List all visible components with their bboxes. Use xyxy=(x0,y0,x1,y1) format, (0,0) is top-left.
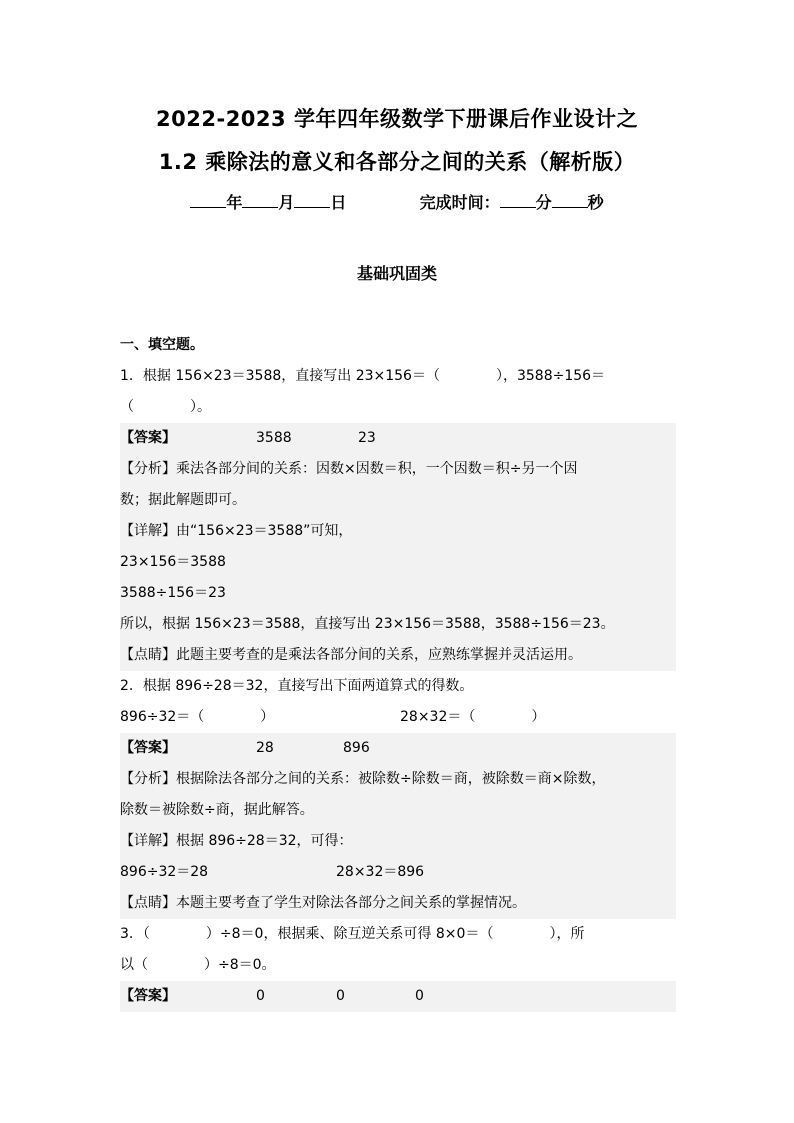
date-time-line xyxy=(0,190,794,213)
q2-analysis-line-1: 【分析】根据除法各部分之间的关系：被除数÷除数＝商，被除数＝商×除数， xyxy=(120,764,676,795)
q1-comment: 【点睛】此题主要考查的是乘法各部分间的关系，应熟练掌握并灵活运用。 xyxy=(120,640,676,671)
q1-analysis-line-1: 【分析】乘法各部分间的关系：因数×因数＝积，一个因数＝积÷另一个因 xyxy=(120,454,676,485)
q2-detail-expr-2: 28×32＝896 xyxy=(336,864,425,880)
document-title-line-1: 2022-2023 学年四年级数学下册课后作业设计之 xyxy=(156,107,638,131)
second-blank xyxy=(552,193,588,208)
year-blank xyxy=(190,193,226,208)
day-blank xyxy=(294,193,330,208)
q2-detail-expr-1: 896÷32＝28 xyxy=(120,864,209,880)
q2-detail-line-1: 【详解】根据 896÷28＝32，可得： xyxy=(120,826,676,857)
q1-answer xyxy=(120,423,676,454)
q3-answer-3: 0 xyxy=(415,988,424,1004)
q3-answer-2: 0 xyxy=(336,988,345,1004)
q2-analysis-line-2: 除数＝被除数÷商，据此解答。 xyxy=(120,795,676,826)
q3-answer xyxy=(120,981,676,1012)
q3-line-1: 3．（ ）÷8＝0，根据乘、除互逆关系可得 8×0＝（ ），所 xyxy=(120,926,585,942)
q1-answer-tag: 【答案】 xyxy=(120,430,176,446)
month-label: 月 xyxy=(278,193,295,212)
year-label: 年 xyxy=(226,193,243,212)
q1-detail-line-2: 23×156＝3588 xyxy=(120,547,676,578)
q3-answer-1: 0 xyxy=(256,988,265,1004)
part-title: 一、填空题。 xyxy=(120,337,204,353)
q2-expr-1: 896÷32＝（ ） xyxy=(120,709,275,725)
q2-answer-2: 896 xyxy=(343,740,370,756)
q2-detail-expressions xyxy=(120,857,676,888)
q2-comment: 【点睛】本题主要考查了学生对除法各部分之间关系的掌握情况。 xyxy=(120,888,676,919)
document-title-line-2: 1.2 乘除法的意义和各部分之间的关系（解析版） xyxy=(158,150,636,174)
minute-label: 分 xyxy=(535,193,552,212)
q1-answer-2: 23 xyxy=(358,430,376,446)
q1-detail-line-4: 所以，根据 156×23＝3588，直接写出 23×156＝3588，3588÷156＝23。 xyxy=(120,609,676,640)
q2-answer-tag: 【答案】 xyxy=(120,740,176,756)
q2-expressions xyxy=(120,702,676,733)
q1-analysis-line-2: 数；据此解题即可。 xyxy=(120,485,676,516)
second-label: 秒 xyxy=(587,193,604,212)
q1-detail-line-3: 3588÷156＝23 xyxy=(120,578,676,609)
q1-answer-1: 3588 xyxy=(256,430,292,446)
content-body xyxy=(120,330,676,1012)
day-label: 日 xyxy=(330,193,347,212)
section-title: 基础巩固类 xyxy=(356,264,437,283)
q3-answer-tag: 【答案】 xyxy=(120,988,176,1004)
q1-detail-line-1: 【详解】由“156×23＝3588”可知， xyxy=(120,516,676,547)
q2-line-1: 2．根据 896÷28＝32，直接写出下面两道算式的得数。 xyxy=(120,678,474,694)
q2-answer xyxy=(120,733,676,764)
time-label: 完成时间： xyxy=(419,193,500,212)
q1-line-1: 1．根据 156×23＝3588，直接写出 23×156＝（ ），3588÷156＝ xyxy=(120,368,606,384)
minute-blank xyxy=(500,193,536,208)
q3-line-2: 以（ ）÷8＝0。 xyxy=(120,957,276,973)
q1-line-2: （ ）。 xyxy=(120,399,211,415)
q2-expr-2: 28×32＝（ ） xyxy=(400,709,546,725)
month-blank xyxy=(242,193,278,208)
q2-answer-1: 28 xyxy=(256,740,274,756)
